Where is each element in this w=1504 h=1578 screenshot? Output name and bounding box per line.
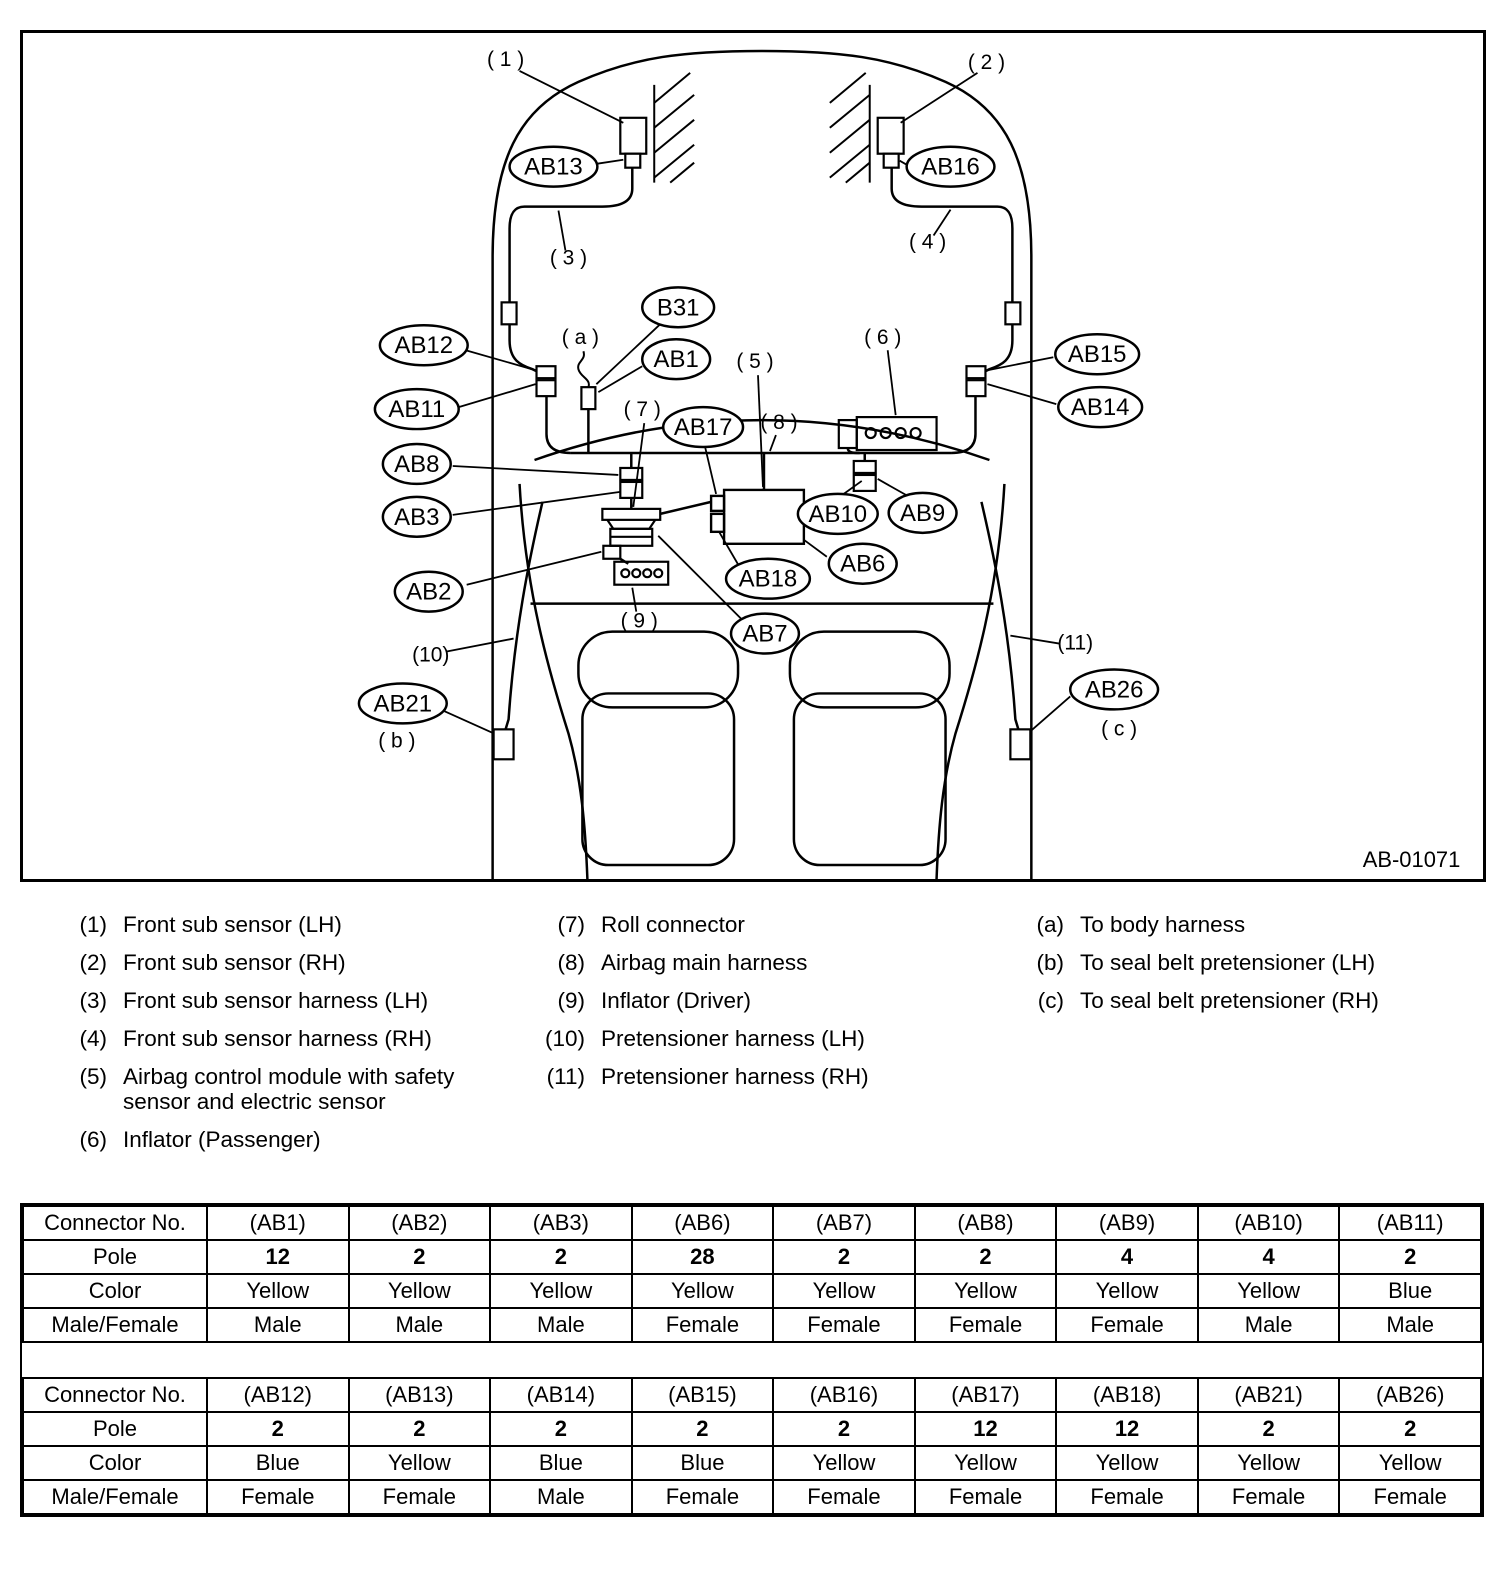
legend-number: (7) bbox=[557, 912, 585, 937]
connector-label-b31 bbox=[642, 287, 714, 327]
leader-10 bbox=[447, 639, 514, 652]
leader-ab21 bbox=[443, 710, 494, 733]
table-cell: Female bbox=[773, 1480, 915, 1514]
connector-ab12-target bbox=[537, 366, 556, 378]
table-cell: (AB13) bbox=[349, 1378, 491, 1412]
callout-11: (11) bbox=[1057, 631, 1094, 655]
connector-label-ab7 bbox=[731, 614, 799, 654]
legend-item bbox=[533, 988, 1012, 1013]
table-cell: (AB15) bbox=[632, 1378, 774, 1412]
legend bbox=[55, 912, 1475, 1165]
leader-8 bbox=[770, 435, 776, 451]
callout-8: ( 8 ) bbox=[760, 411, 798, 435]
legend-number: (b) bbox=[1036, 950, 1064, 975]
table-row bbox=[23, 1446, 1481, 1480]
legend-item bbox=[55, 912, 533, 937]
table-cell: Blue bbox=[632, 1446, 774, 1480]
table-cell: (AB12) bbox=[207, 1378, 349, 1412]
connector-ab13-target bbox=[625, 154, 640, 168]
table-cell: Blue bbox=[207, 1446, 349, 1480]
callout-5: ( 5 ) bbox=[736, 350, 774, 374]
passenger-seat bbox=[790, 632, 950, 865]
table-cell: 2 bbox=[349, 1240, 491, 1274]
legend-number: (c) bbox=[1037, 988, 1064, 1013]
leader-9 bbox=[632, 588, 636, 612]
connector-table-1 bbox=[22, 1205, 1482, 1343]
connector-labels bbox=[359, 147, 1158, 724]
connector-table-2 bbox=[22, 1377, 1482, 1515]
table-row bbox=[23, 1378, 1481, 1412]
leader-ab1 bbox=[598, 366, 642, 392]
table-cell: Female bbox=[632, 1308, 774, 1342]
wiring-diagram-frame bbox=[20, 30, 1486, 882]
legend-text: Pretensioner harness (LH) bbox=[601, 1026, 865, 1051]
table-cell: Yellow bbox=[490, 1274, 632, 1308]
table-cell: 28 bbox=[632, 1240, 774, 1274]
connector-label-ab2 bbox=[395, 572, 463, 612]
leader-ab18 bbox=[719, 532, 740, 568]
callout-c: ( c ) bbox=[1101, 717, 1138, 741]
legend-number: (3) bbox=[79, 988, 107, 1013]
table-cell: Yellow bbox=[773, 1446, 915, 1480]
legend-number: (6) bbox=[79, 1127, 107, 1152]
connector-ab11-target bbox=[537, 380, 556, 396]
table-cell: Female bbox=[915, 1308, 1057, 1342]
table-row bbox=[23, 1240, 1481, 1274]
table-cell: Yellow bbox=[1339, 1446, 1481, 1480]
connector-b31-ab1-target bbox=[581, 387, 595, 409]
legend-number: (a) bbox=[1036, 912, 1064, 937]
leader-ab6 bbox=[804, 540, 827, 557]
label-ab10: AB10 bbox=[808, 500, 868, 528]
lh-harness-joint bbox=[502, 302, 517, 324]
legend-number: (4) bbox=[79, 1026, 107, 1051]
front-sub-sensor-harness-lh bbox=[510, 168, 633, 453]
leader-11 bbox=[1010, 636, 1059, 644]
connector-label-ab26 bbox=[1070, 669, 1158, 709]
label-ab13: AB13 bbox=[524, 153, 583, 181]
connector-ab15-target bbox=[966, 366, 985, 378]
body-harness-pigtail bbox=[578, 351, 589, 387]
legend-text: Inflator (Passenger) bbox=[123, 1127, 321, 1152]
legend-text: Airbag main harness bbox=[601, 950, 808, 975]
callout-b: ( b ) bbox=[378, 729, 416, 753]
leader-ab11 bbox=[459, 384, 536, 407]
label-ab18: AB18 bbox=[738, 565, 798, 593]
label-b31: B31 bbox=[656, 294, 700, 322]
legend-item bbox=[533, 1064, 1012, 1089]
callout-3: ( 3 ) bbox=[549, 246, 588, 270]
leader-ab8 bbox=[453, 466, 619, 475]
table-row bbox=[23, 1274, 1481, 1308]
driver-inflator-device bbox=[614, 562, 668, 585]
legend-column-1 bbox=[55, 912, 533, 1165]
table-row bbox=[23, 1308, 1481, 1342]
roll-connector-device bbox=[602, 509, 660, 559]
connector-label-ab18 bbox=[726, 559, 810, 599]
label-ab26: AB26 bbox=[1084, 676, 1144, 704]
label-ab14: AB14 bbox=[1070, 394, 1130, 422]
left-interior-line bbox=[520, 484, 588, 879]
table-cell: Female bbox=[207, 1480, 349, 1514]
table-spacer bbox=[22, 1343, 1482, 1377]
callout-a: ( a ) bbox=[561, 326, 600, 350]
table-cell: (AB26) bbox=[1339, 1378, 1481, 1412]
leader-3 bbox=[558, 211, 565, 251]
right-hatching bbox=[830, 73, 870, 183]
table-cell: Female bbox=[349, 1480, 491, 1514]
legend-column-2 bbox=[533, 912, 1012, 1165]
connector-label-ab16 bbox=[907, 147, 995, 187]
legend-text: Roll connector bbox=[601, 912, 745, 937]
table-cell: (AB14) bbox=[490, 1378, 632, 1412]
table-cell: 12 bbox=[1056, 1412, 1198, 1446]
connector-ab10-target bbox=[854, 461, 876, 473]
legend-text: To seal belt pretensioner (RH) bbox=[1080, 988, 1379, 1013]
legend-item bbox=[1012, 912, 1467, 937]
leader-ab12 bbox=[466, 350, 536, 370]
legend-text: Front sub sensor harness (LH) bbox=[123, 988, 429, 1013]
rh-harness-joint bbox=[1005, 302, 1020, 324]
leader-6 bbox=[888, 350, 896, 415]
table-cell: Male bbox=[207, 1308, 349, 1342]
table-cell: Male bbox=[1198, 1308, 1340, 1342]
airbag-control-module-device bbox=[711, 490, 804, 544]
label-ab11: AB11 bbox=[388, 396, 446, 424]
legend-item bbox=[55, 950, 533, 975]
callout-10: (10) bbox=[412, 643, 450, 667]
legend-text: Front sub sensor (LH) bbox=[123, 912, 342, 937]
leader-ab3 bbox=[453, 492, 621, 515]
legend-item bbox=[533, 1026, 1012, 1051]
legend-text: Airbag control module with safety sensor and electric sensor bbox=[123, 1064, 455, 1114]
table-cell: Female bbox=[773, 1308, 915, 1342]
callout-7: ( 7 ) bbox=[623, 398, 661, 422]
row-header-cell: Male/Female bbox=[23, 1480, 207, 1514]
legend-text: Front sub sensor (RH) bbox=[123, 950, 346, 975]
legend-number: (11) bbox=[546, 1064, 585, 1089]
legend-number: (8) bbox=[557, 950, 585, 975]
left-hatching bbox=[654, 73, 694, 183]
table-row bbox=[23, 1480, 1481, 1514]
table-row bbox=[23, 1206, 1481, 1240]
connector-label-ab6 bbox=[829, 544, 897, 584]
table-cell: Female bbox=[1056, 1480, 1198, 1514]
figure-code: AB-01071 bbox=[1362, 847, 1461, 873]
row-header-cell: Connector No. bbox=[23, 1378, 207, 1412]
callout-2: ( 2 ) bbox=[967, 50, 1006, 74]
connector-ab16-target bbox=[884, 154, 899, 168]
connector-label-ab1 bbox=[642, 339, 710, 379]
row-header-cell: Pole bbox=[23, 1412, 207, 1446]
table-cell: (AB6) bbox=[632, 1206, 774, 1240]
label-ab8: AB8 bbox=[394, 450, 440, 478]
legend-item bbox=[55, 1026, 533, 1051]
row-header-cell: Pole bbox=[23, 1240, 207, 1274]
legend-number: (1) bbox=[79, 912, 107, 937]
table-cell: (AB1) bbox=[207, 1206, 349, 1240]
table-cell: Female bbox=[1198, 1480, 1340, 1514]
table-cell: Yellow bbox=[773, 1274, 915, 1308]
connector-ab26-target bbox=[1010, 729, 1030, 759]
leader-ab15 bbox=[987, 357, 1053, 370]
connector-label-ab3 bbox=[383, 497, 451, 537]
table-cell: 2 bbox=[207, 1412, 349, 1446]
connector-label-ab15 bbox=[1055, 334, 1139, 374]
connector-label-ab21 bbox=[359, 683, 447, 723]
table-cell: Female bbox=[1056, 1308, 1198, 1342]
connector-ab17-target bbox=[711, 496, 724, 511]
table-cell: Female bbox=[1339, 1480, 1481, 1514]
callout-6: ( 6 ) bbox=[864, 326, 902, 350]
table-cell: Yellow bbox=[207, 1274, 349, 1308]
table-cell: Blue bbox=[490, 1446, 632, 1480]
label-ab2: AB2 bbox=[406, 578, 452, 606]
legend-text: To body harness bbox=[1080, 912, 1246, 937]
row-header-cell: Color bbox=[23, 1274, 207, 1308]
connector-label-ab13 bbox=[510, 147, 598, 187]
table-cell: 2 bbox=[1339, 1240, 1481, 1274]
driver-seat bbox=[578, 632, 738, 865]
table-cell: (AB2) bbox=[349, 1206, 491, 1240]
legend-item bbox=[1012, 950, 1467, 975]
table-cell: Yellow bbox=[1056, 1446, 1198, 1480]
table-cell: Female bbox=[915, 1480, 1057, 1514]
legend-text: To seal belt pretensioner (LH) bbox=[1080, 950, 1376, 975]
leader-ab26 bbox=[1030, 696, 1070, 731]
table-cell: 2 bbox=[490, 1240, 632, 1274]
table-cell: Yellow bbox=[915, 1446, 1057, 1480]
connector-ab14-target bbox=[966, 380, 985, 396]
table-cell: Male bbox=[490, 1308, 632, 1342]
leader-1 bbox=[520, 71, 624, 123]
legend-number: (2) bbox=[79, 950, 107, 975]
table-cell: (AB17) bbox=[915, 1378, 1057, 1412]
connector-ab9-target bbox=[854, 475, 876, 491]
table-cell: Male bbox=[490, 1480, 632, 1514]
connector-label-ab10 bbox=[798, 494, 878, 534]
table-cell: Female bbox=[632, 1480, 774, 1514]
legend-item bbox=[55, 1127, 533, 1152]
table-cell: 12 bbox=[915, 1412, 1057, 1446]
connector-ab3-target bbox=[620, 482, 642, 498]
table-cell: (AB9) bbox=[1056, 1206, 1198, 1240]
leader-ab14 bbox=[987, 384, 1056, 404]
row-header-cell: Color bbox=[23, 1446, 207, 1480]
table-cell: Yellow bbox=[1198, 1274, 1340, 1308]
table-cell: (AB7) bbox=[773, 1206, 915, 1240]
table-cell: (AB10) bbox=[1198, 1206, 1340, 1240]
table-cell: Yellow bbox=[632, 1274, 774, 1308]
label-ab12: AB12 bbox=[394, 332, 454, 360]
table-cell: 12 bbox=[207, 1240, 349, 1274]
label-ab15: AB15 bbox=[1067, 341, 1127, 369]
leader-ab13 bbox=[597, 160, 623, 164]
label-ab1: AB1 bbox=[653, 346, 699, 374]
table-cell: (AB21) bbox=[1198, 1378, 1340, 1412]
table-cell: (AB3) bbox=[490, 1206, 632, 1240]
leader-ab16 bbox=[900, 161, 907, 165]
table-cell: 4 bbox=[1198, 1240, 1340, 1274]
table-cell: 2 bbox=[773, 1240, 915, 1274]
connector-label-ab12 bbox=[380, 325, 468, 365]
connector-tables bbox=[20, 1203, 1484, 1517]
connector-ab21-target bbox=[494, 729, 514, 759]
label-ab9: AB9 bbox=[899, 499, 946, 527]
table-cell: 2 bbox=[915, 1240, 1057, 1274]
legend-item bbox=[55, 1064, 533, 1114]
roll-to-module-wire bbox=[660, 502, 711, 514]
connector-ab18-target bbox=[711, 514, 724, 532]
leader-ab9 bbox=[878, 479, 908, 496]
table-row bbox=[23, 1412, 1481, 1446]
passenger-inflator-device bbox=[839, 417, 937, 450]
legend-number: (5) bbox=[79, 1064, 107, 1089]
callout-4: ( 4 ) bbox=[908, 230, 947, 254]
callout-1: ( 1 ) bbox=[486, 47, 525, 71]
table-cell: Blue bbox=[1339, 1274, 1481, 1308]
table-cell: Yellow bbox=[915, 1274, 1057, 1308]
legend-text: Front sub sensor harness (RH) bbox=[123, 1026, 432, 1051]
table-cell: (AB8) bbox=[915, 1206, 1057, 1240]
label-ab3: AB3 bbox=[394, 503, 440, 531]
legend-item bbox=[55, 988, 533, 1013]
legend-column-3 bbox=[1012, 912, 1467, 1165]
table-cell: 2 bbox=[632, 1412, 774, 1446]
legend-text: Inflator (Driver) bbox=[601, 988, 752, 1013]
table-cell: (AB11) bbox=[1339, 1206, 1481, 1240]
label-ab7: AB7 bbox=[742, 620, 788, 648]
row-header-cell: Connector No. bbox=[23, 1206, 207, 1240]
label-ab17: AB17 bbox=[673, 414, 733, 442]
front-sub-sensor-harness-rh bbox=[892, 168, 1013, 453]
legend-item bbox=[1012, 988, 1467, 1013]
table-cell: 2 bbox=[773, 1412, 915, 1446]
connector-label-ab17 bbox=[663, 407, 743, 447]
connector-label-ab14 bbox=[1058, 387, 1142, 427]
label-ab6: AB6 bbox=[840, 550, 886, 578]
legend-item bbox=[533, 912, 1012, 937]
front-sub-sensor-lh bbox=[620, 118, 646, 168]
table-cell: 2 bbox=[1198, 1412, 1340, 1446]
table-cell: Yellow bbox=[1056, 1274, 1198, 1308]
airbag-wiring-diagram bbox=[23, 33, 1483, 879]
table-cell: Male bbox=[349, 1308, 491, 1342]
front-sub-sensor-rh bbox=[878, 118, 904, 168]
legend-number: (9) bbox=[557, 988, 585, 1013]
table-cell: (AB18) bbox=[1056, 1378, 1198, 1412]
legend-number: (10) bbox=[544, 1026, 585, 1051]
table-cell: Male bbox=[1339, 1308, 1481, 1342]
label-ab21: AB21 bbox=[373, 690, 433, 718]
table-cell: 2 bbox=[349, 1412, 491, 1446]
table-cell: 2 bbox=[490, 1412, 632, 1446]
callout-9: ( 9 ) bbox=[620, 609, 658, 633]
legend-item bbox=[533, 950, 1012, 975]
table-cell: 2 bbox=[1339, 1412, 1481, 1446]
connector-ab2-target bbox=[603, 546, 620, 559]
legend-text: Pretensioner harness (RH) bbox=[601, 1064, 869, 1089]
table-cell: (AB16) bbox=[773, 1378, 915, 1412]
row-header-cell: Male/Female bbox=[23, 1308, 207, 1342]
table-cell: 4 bbox=[1056, 1240, 1198, 1274]
table-cell: Yellow bbox=[349, 1274, 491, 1308]
connector-label-ab9 bbox=[889, 493, 957, 533]
connector-label-ab8 bbox=[383, 444, 451, 484]
leader-ab2 bbox=[467, 552, 602, 585]
table-cell: Yellow bbox=[349, 1446, 491, 1480]
label-ab16: AB16 bbox=[921, 153, 980, 181]
table-cell: Yellow bbox=[1198, 1446, 1340, 1480]
connector-label-ab11 bbox=[375, 389, 459, 429]
